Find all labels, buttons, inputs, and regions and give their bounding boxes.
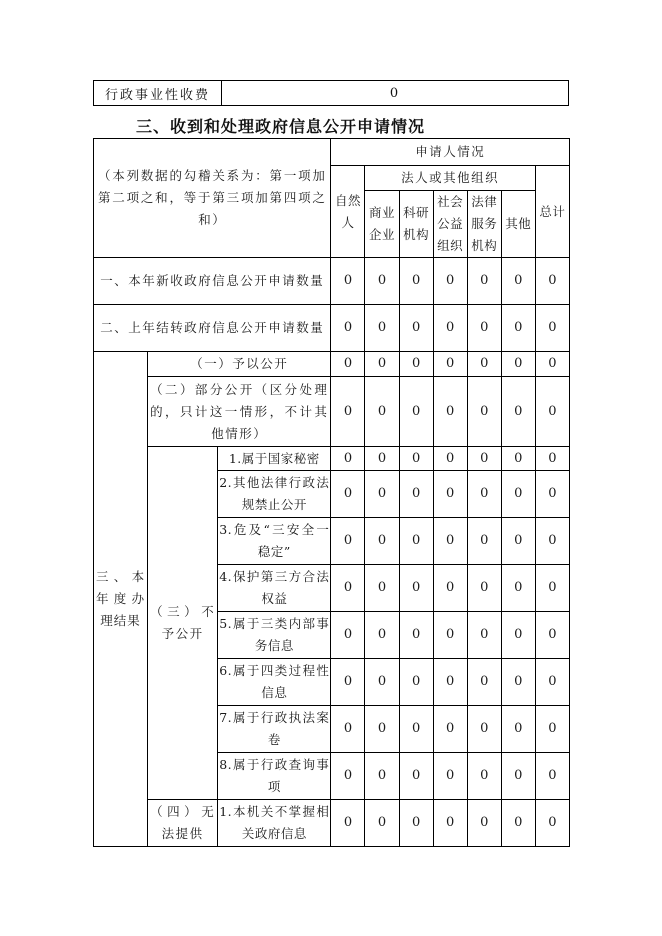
cell-value: 0: [433, 305, 467, 352]
cell-value: 0: [433, 612, 467, 659]
cell-value: 0: [365, 305, 399, 352]
cell-value: 0: [535, 305, 569, 352]
cell-value: 0: [501, 305, 535, 352]
header-row-1: [94, 139, 570, 166]
other-header: 其他: [501, 191, 535, 258]
cell-value: 0: [399, 706, 433, 753]
cell-value: 0: [535, 352, 569, 377]
cell-value: 0: [467, 659, 501, 706]
cell-value: 0: [433, 659, 467, 706]
row-label: 一、本年新收政府信息公开申请数量: [94, 258, 331, 305]
cell-value: 0: [331, 258, 365, 305]
cell-value: 0: [467, 377, 501, 447]
cell-value: 0: [467, 612, 501, 659]
cell-value: 0: [433, 565, 467, 612]
row-label: 1.属于国家秘密: [218, 447, 331, 471]
fee-table: [93, 80, 569, 106]
cell-value: 0: [331, 352, 365, 377]
application-table: [93, 138, 570, 847]
cell-value: 0: [501, 352, 535, 377]
cell-value: 0: [331, 612, 365, 659]
cell-value: 0: [433, 753, 467, 800]
applicant-group-header: 申请人情况: [331, 139, 570, 166]
legal-service-header: 法律服务机构: [467, 191, 501, 258]
cell-value: 0: [399, 471, 433, 518]
cell-value: 0: [433, 352, 467, 377]
cell-value: 0: [467, 706, 501, 753]
cell-value: 0: [501, 565, 535, 612]
cell-value: 0: [501, 471, 535, 518]
cell-value: 0: [467, 305, 501, 352]
cell-value: 0: [467, 352, 501, 377]
cell-value: 0: [365, 447, 399, 471]
cell-value: 0: [501, 258, 535, 305]
cell-value: 0: [331, 518, 365, 565]
cell-value: 0: [433, 471, 467, 518]
cell-value: 0: [331, 753, 365, 800]
cell-value: 0: [399, 518, 433, 565]
cell-value: 0: [331, 706, 365, 753]
cell-value: 0: [331, 471, 365, 518]
research-header: 科研机构: [399, 191, 433, 258]
row-label: 7.属于行政执法案卷: [218, 706, 331, 753]
cell-value: 0: [365, 753, 399, 800]
total-header: 总计: [535, 166, 569, 258]
cell-value: 0: [501, 659, 535, 706]
cell-value: 0: [433, 258, 467, 305]
cell-value: 0: [501, 706, 535, 753]
cell-value: 0: [501, 612, 535, 659]
cell-value: 0: [365, 659, 399, 706]
row-partial: [94, 377, 570, 447]
row-label: 二、上年结转政府信息公开申请数量: [94, 305, 331, 352]
section3-label: 三、本年度办理结果: [94, 352, 148, 847]
cell-value: 0: [433, 518, 467, 565]
cell-value: 0: [365, 800, 399, 847]
cell-value: 0: [467, 518, 501, 565]
cell-value: 0: [399, 659, 433, 706]
cell-value: 0: [501, 800, 535, 847]
cell-value: 0: [399, 753, 433, 800]
row-label: 2.其他法律行政法规禁止公开: [218, 471, 331, 518]
cell-value: 0: [433, 706, 467, 753]
cell-value: 0: [399, 352, 433, 377]
row-label: 3.危及“三安全一稳定”: [218, 518, 331, 565]
cell-value: 0: [535, 447, 569, 471]
cell-value: 0: [501, 518, 535, 565]
cell-value: 0: [331, 305, 365, 352]
cell-value: 0: [399, 612, 433, 659]
row-label: （一）予以公开: [148, 352, 331, 377]
cell-value: 0: [467, 753, 501, 800]
natural-person-header: 自然人: [331, 166, 365, 258]
cell-value: 0: [535, 753, 569, 800]
cell-value: 0: [501, 753, 535, 800]
cell-value: 0: [535, 518, 569, 565]
cell-value: 0: [365, 258, 399, 305]
cell-value: 0: [433, 800, 467, 847]
cell-value: 0: [331, 565, 365, 612]
public-welfare-header: 社会公益组织: [433, 191, 467, 258]
cell-value: 0: [365, 471, 399, 518]
section-title: 三、收到和处理政府信息公开申请情况: [136, 117, 426, 136]
cell-value: 0: [331, 447, 365, 471]
cannot-provide-label: （四）无法提供: [148, 800, 218, 847]
legal-group-header: 法人或其他组织: [365, 166, 535, 191]
row-label: 5.属于三类内部事务信息: [218, 612, 331, 659]
cell-value: 0: [535, 565, 569, 612]
cell-value: 0: [365, 352, 399, 377]
cell-value: 0: [535, 706, 569, 753]
cell-value: 0: [535, 258, 569, 305]
row-label: 1.本机关不掌握相关政府信息: [218, 800, 331, 847]
cell-value: 0: [467, 565, 501, 612]
fee-row: [94, 81, 569, 106]
cell-value: 0: [365, 706, 399, 753]
cell-value: 0: [365, 518, 399, 565]
cell-value: 0: [467, 258, 501, 305]
cell-value: 0: [535, 612, 569, 659]
cell-value: 0: [535, 377, 569, 447]
cell-value: 0: [399, 258, 433, 305]
cell-value: 0: [467, 447, 501, 471]
cell-value: 0: [399, 305, 433, 352]
row-cannot-provide-1: [94, 800, 570, 847]
cell-value: 0: [535, 659, 569, 706]
cell-value: 0: [501, 447, 535, 471]
row-new-applications: [94, 258, 570, 305]
row-label: 4.保护第三方合法权益: [218, 565, 331, 612]
cell-value: 0: [331, 377, 365, 447]
cell-value: 0: [365, 565, 399, 612]
cell-value: 0: [365, 612, 399, 659]
cell-value: 0: [331, 659, 365, 706]
cell-value: 0: [501, 377, 535, 447]
row-label: 8.属于行政查询事项: [218, 753, 331, 800]
header-note: （本列数据的勾稽关系为：第一项加第二项之和，等于第三项加第四项之和）: [94, 139, 331, 258]
row-label: （二）部分公开（区分处理的，只计这一情形，不计其他情形）: [148, 377, 331, 447]
row-not-public-1: [94, 447, 570, 471]
fee-label: 行政事业性收费: [94, 81, 222, 106]
cell-value: 0: [331, 800, 365, 847]
cell-value: 0: [433, 447, 467, 471]
cell-value: 0: [399, 447, 433, 471]
row-public: [94, 352, 570, 377]
cell-value: 0: [535, 471, 569, 518]
fee-value: 0: [222, 81, 569, 106]
row-label: 6.属于四类过程性信息: [218, 659, 331, 706]
cell-value: 0: [399, 800, 433, 847]
cell-value: 0: [399, 377, 433, 447]
cell-value: 0: [535, 800, 569, 847]
commercial-header: 商业企业: [365, 191, 399, 258]
cell-value: 0: [467, 471, 501, 518]
row-carried-over: [94, 305, 570, 352]
not-public-label: （三）不予公开: [148, 447, 218, 800]
cell-value: 0: [365, 377, 399, 447]
cell-value: 0: [467, 800, 501, 847]
cell-value: 0: [433, 377, 467, 447]
cell-value: 0: [399, 565, 433, 612]
